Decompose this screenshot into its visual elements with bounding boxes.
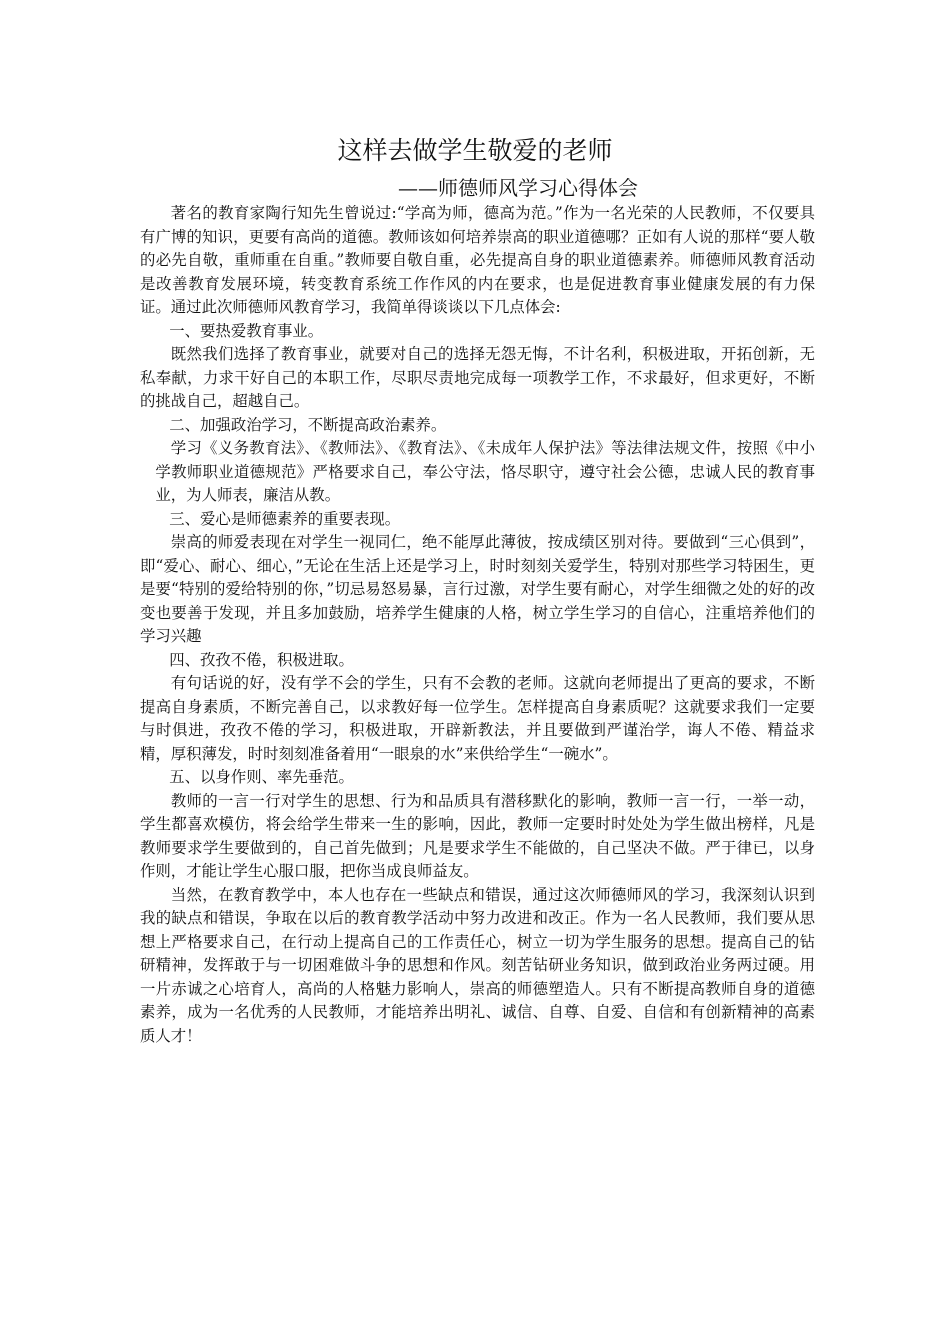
paragraph-2: 学习《义务教育法》、《教师法》、《教育法》、《未成年人保护法》等法律法规文件，按照《中小学教师职业道德规范》严格要求自己，奉公守法，恪尽职守，遵守社会公德，忠诚人民的教育事业，为人师表，廉洁从教。 — [155, 439, 815, 504]
section-heading-5: 五、以身作则、率先垂范。 — [169, 768, 354, 786]
paragraph-4: 有句话说的好，没有学不会的学生，只有不会教的老师。这就向老师提出了更高的要求，不断提高自身素质，不断完善自己，以求教好每一位学生。怎样提高自身素质呢？这就要求我们一定要与时俱进，孜孜不倦的学习，积极进取，开辟新教法，并且要做到严谨治学，诲人不倦、精益求精，厚积薄发，时时刻刻准备着用“一眼泉的水”来供给学生“一碗水”。 — [140, 674, 815, 763]
document-subtitle: ——师德师风学习心得体会 — [398, 176, 638, 200]
section-heading-1: 一、要热爱教育事业。 — [169, 321, 324, 340]
document-title: 这样去做学生敬爱的老师 — [337, 136, 613, 165]
document-body — [140, 202, 815, 1048]
paragraph-1: 既然我们选择了教育事业，就要对自己的选择无怨无悔，不计名利，积极进取，开拓创新，无私奉献，力求干好自己的本职工作，尽职尽责地完成每一项教学工作，不求最好，但求更好，不断的挑战自己，超越自己。 — [140, 345, 815, 410]
paragraph-3: 崇高的师爱表现在对学生一视同仁，绝不能厚此薄彼，按成绩区别对待。要做到“三心俱到”，即“爱心、耐心、细心，”无论在生活上还是学习上，时时刻刻关爱学生，特别对那些学习特困生，更是要“特别的爱给特别的你，”切忌易怒易暴，言行过激，对学生要有耐心，对学生细微之处的好的改变也要善于发现，并且多加鼓励，培养学生健康的人格，树立学生学习的自信心，注重培养他们的学习兴趣 — [140, 533, 815, 645]
section-heading-3: 三、爱心是师德素养的重要表现。 — [169, 509, 401, 528]
paragraph-intro: 著名的教育家陶行知先生曾说过:“学高为师，德高为范。”作为一名光荣的人民教师，不仅要具有广博的知识，更要有高尚的道德。教师该如何培养崇高的职业道德哪？正如有人说的那样“要人敬的必先自敬，重师重在自重。”教师要自敬自重，必先提高自身的职业道德素养。师德师风教育活动是改善教育发展环境，转变教育系统工作作风的内在要求，也是促进教育事业健康发展的有力保证。通过此次师德师风教育学习，我简单得谈谈以下几点体会: — [140, 204, 815, 316]
paragraph-conclusion: 当然，在教育教学中，本人也存在一些缺点和错误，通过这次师德师风的学习，我深刻认识到我的缺点和错误，争取在以后的教育教学活动中努力改进和改正。作为一名人民教师，我们要从思想上严格要求自己，在行动上提高自己的工作责任心，树立一切为学生服务的思想。提高自己的钻研精神，发挥敢于与一切困难做斗争的思想和作风。刻苦钻研业务知识，做到政治业务两过硬。用一片赤诚之心培育人，高尚的人格魅力影响人，崇高的师德塑造人。只有不断提高教师自身的道德素养，成为一名优秀的人民教师，才能培养出明礼、诚信、自尊、自爱、自信和有创新精神的高素质人才！ — [140, 885, 815, 1045]
section-heading-4: 四、孜孜不倦，积极进取。 — [169, 650, 354, 669]
paragraph-5: 教师的一言一行对学生的思想、行为和品质具有潜移默化的影响，教师一言一行，一举一动，学生都喜欢模仿，将会给学生带来一生的影响，因此，教师一定要时时处处为学生做出榜样，凡是教师要求学生要做到的，自己首先做到；凡是要求学生不能做的，自己坚决不做。严于律已，以身作则，才能让学生心服口服，把你当成良师益友。 — [140, 791, 815, 880]
section-heading-2: 二、加强政治学习，不断提高政治素养。 — [169, 415, 447, 434]
